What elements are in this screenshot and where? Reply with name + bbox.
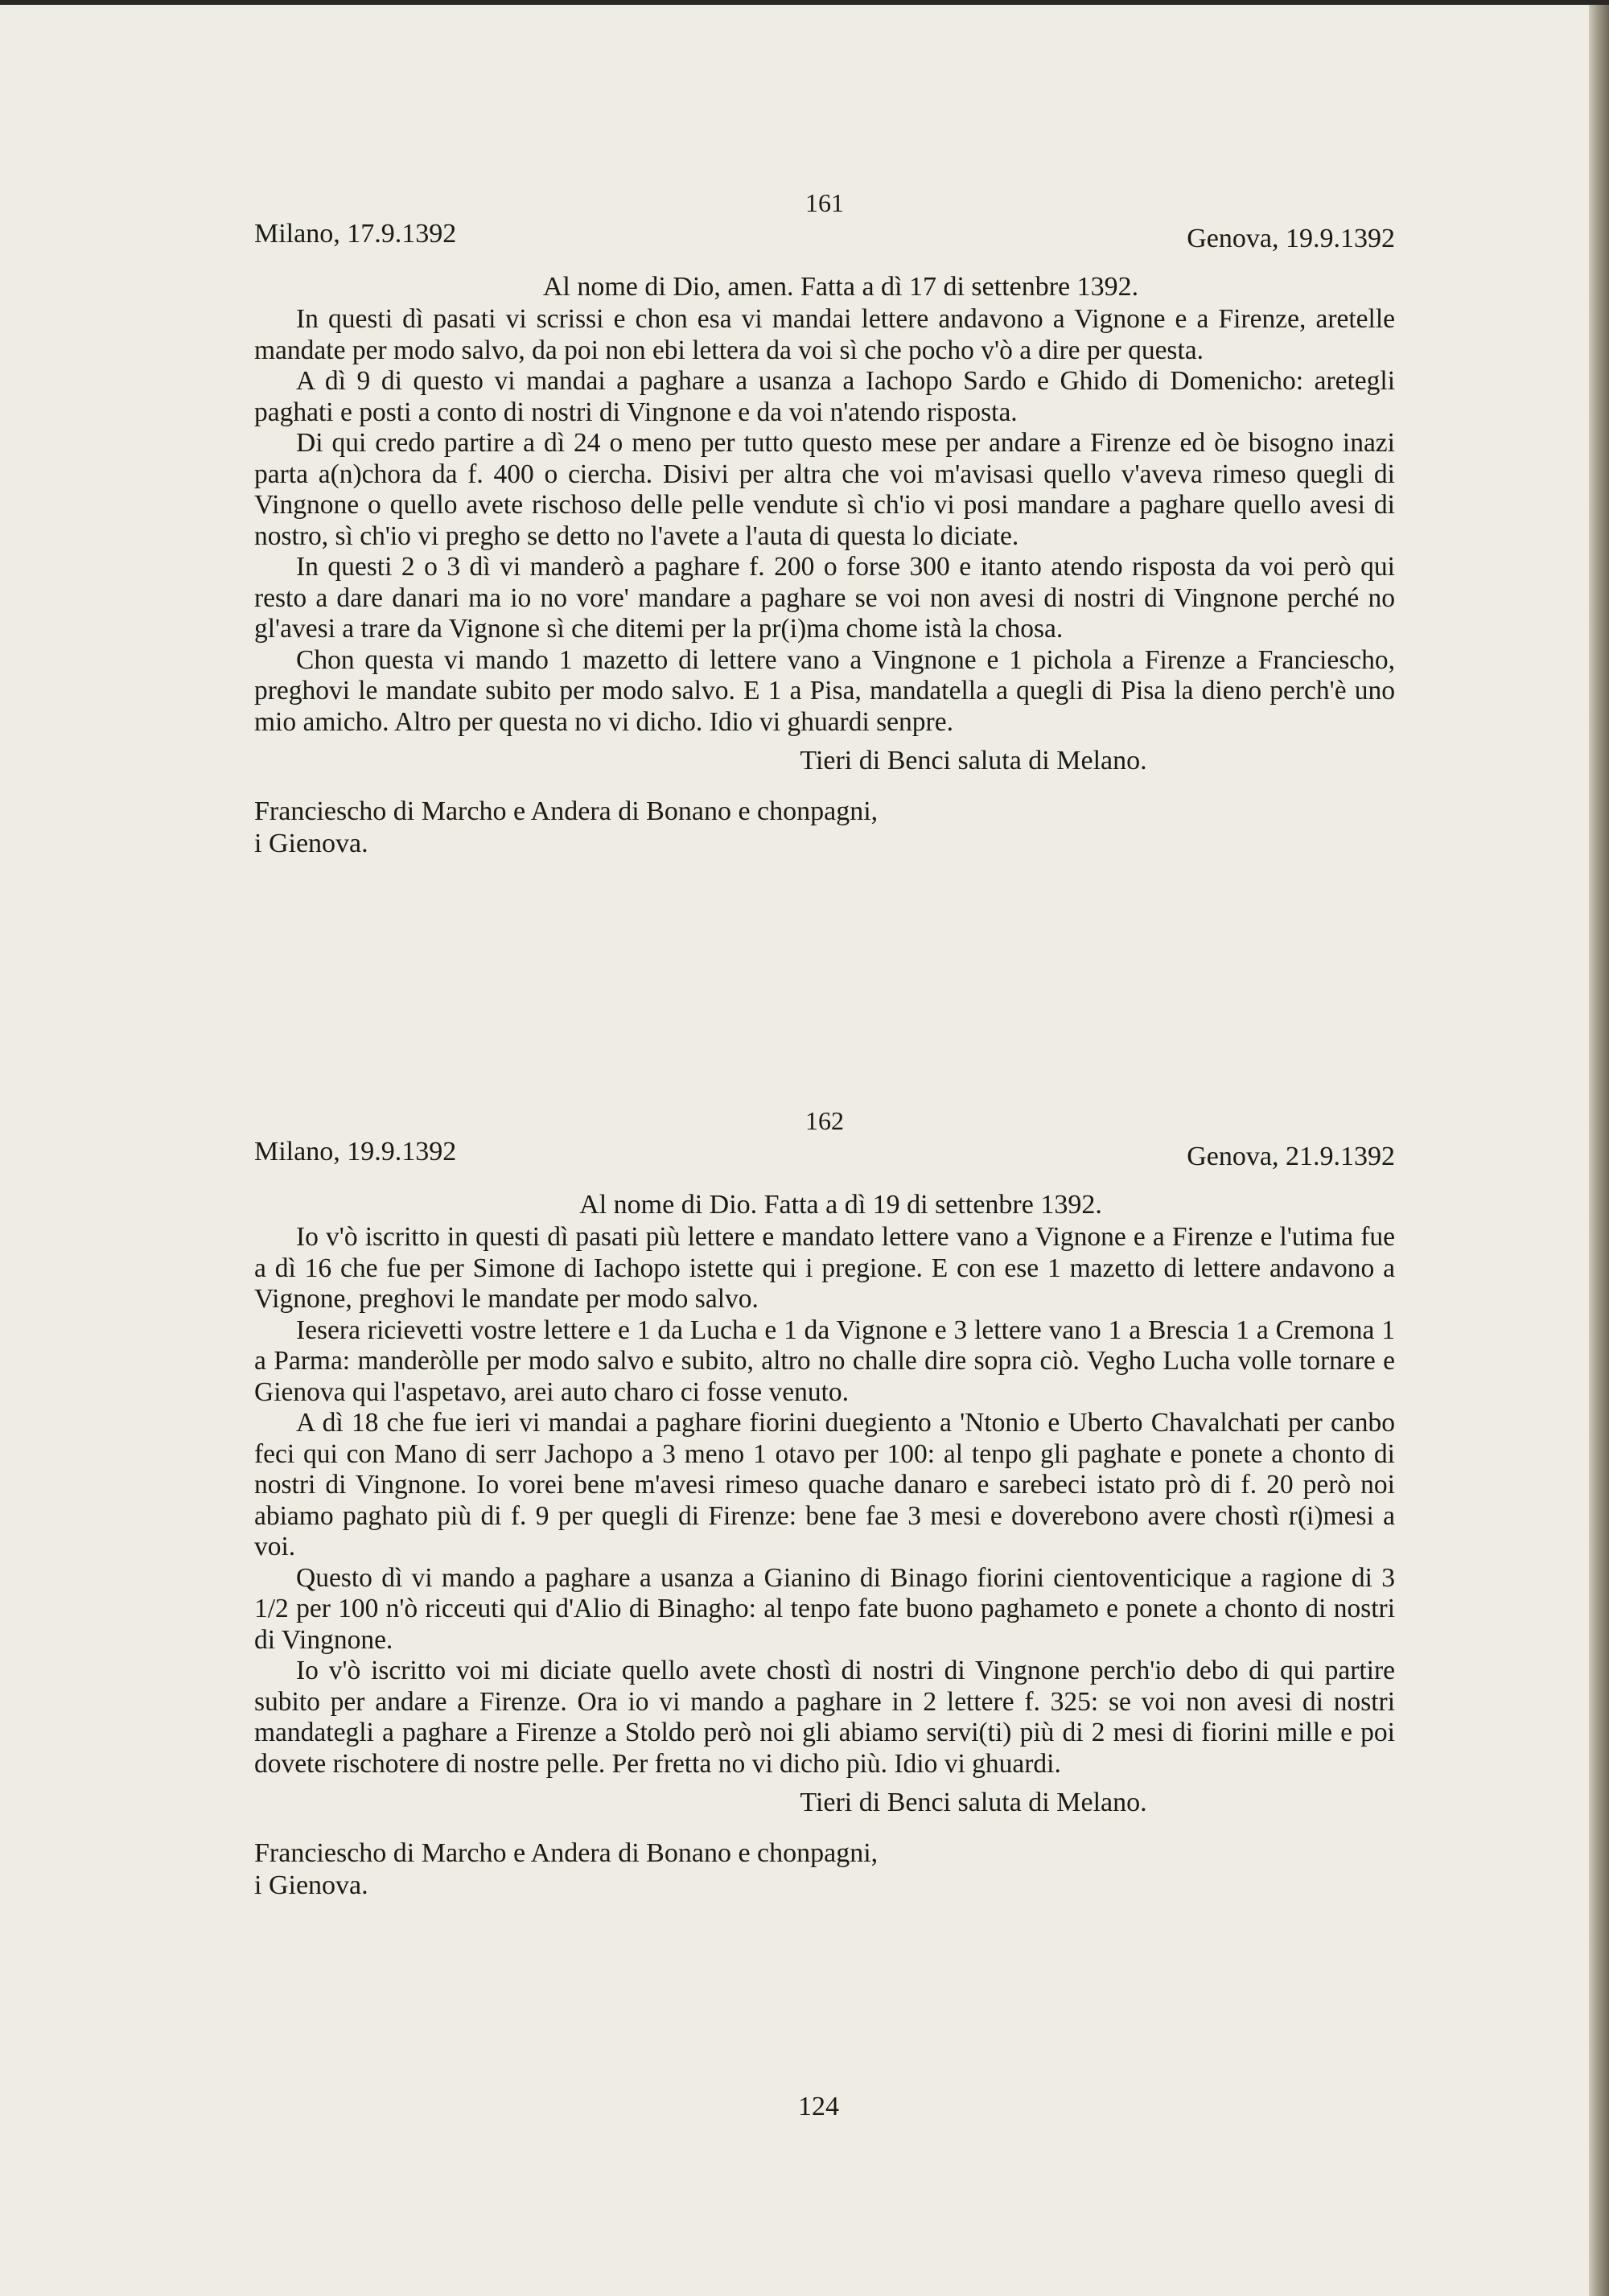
paragraph: Io v'ò iscritto in questi dì pasati più lettere e mandato lettere vano a Vignone e a Firenze e l'utima fue a dì 16 che fue per Simone di Iachopo istette qui i pregione. E con ese 1 mazetto di lettere andavono a Vignone, preghovi le mandate per modo salvo. [254, 1222, 1395, 1314]
address-line: i Gienova. [254, 1870, 368, 1900]
destination-date: Genova, 21.9.1392 [1187, 1142, 1395, 1171]
letter-number: 161 [805, 188, 844, 217]
opening-line: Al nome di Dio. Fatta a dì 19 di settenbre 1392. [579, 1190, 1102, 1220]
paragraph: Di qui credo partire a dì 24 o meno per tutto questo mese per andare a Firenze ed òe bisogno inazi parta a(n)chora da f. 400 o ciercha. Disivi per altra che voi m'avisasi quello v'aveva rimeso quegli di Vingnone o quello avete rischoso delle pelle vendute sì ch'io vi posi mandare a paghare quello avesi di nostro, sì ch'io vi pregho se detto no l'avete a l'auta di questa lo diciate. [254, 428, 1395, 551]
paragraph: Chon questa vi mando 1 mazetto di lettere vano a Vingnone e 1 pichola a Firenze a Franciescho, preghovi le mandate subito per modo salvo. E 1 a Pisa, mandatella a quegli di Pisa la dieno perch'è uno mio amicho. Altro per questa no vi dicho. Idio vi ghuardi senpre. [254, 644, 1395, 737]
paragraph: Questo dì vi mando a paghare a usanza a Gianino di Binago fiorini cientoventicique a ragione di 3 1/2 per 100 n'ò ricceuti qui d'Alio di Binagho: al tenpo fate buono paghameto e ponete a chonto di nostri di Vingnone. [254, 1562, 1395, 1655]
address-line: Franciescho di Marcho e Andera di Bonano e chonpagni, [254, 1838, 879, 1868]
address-line: i Gienova. [254, 829, 368, 858]
address [254, 796, 1395, 860]
signature: Tieri di Benci saluta di Melano. [800, 1788, 1147, 1817]
paragraph: A dì 9 di questo vi mandai a paghare a usanza a Iachopo Sardo e Ghido di Domenicho: aretegli paghati e posti a conto di nostri di Vingnone e da voi n'atendo risposta. [254, 366, 1395, 427]
paragraph: In questi 2 o 3 dì vi manderò a paghare f. 200 o forse 300 e itanto atendo risposta da voi però qui resto a dare danari ma io no vore' mandare a paghare se voi non avesi di nostri di Vingnone perché no gl'avesi a trare da Vignone sì che ditemi per la pr(i)ma chome istà la chosa. [254, 552, 1395, 644]
paragraph: In questi dì pasati vi scrissi e chon esa vi mandai lettere andavono a Vignone e a Firenze, aretelle mandate per modo salvo, da poi non ebi lettera da voi sì che pocho v'ò a dire per questa. [254, 304, 1395, 365]
paragraph: A dì 18 che fue ieri vi mandai a paghare fiorini duegiento a 'Ntonio e Uberto Chavalchati per canbo feci qui con Mano di serr Jachopo a 3 meno 1 otavo per 100: al tenpo gli paghate e ponete a chonto di nostri di Vingnone. Io vorei bene m'avesi rimeso quache danaro e sarebeci istato prò di f. 20 però noi abiamo paghato più di f. 9 per quegli di Firenze: bene fae 3 mesi e doverebono avere chostì r(i)mesi a voi. [254, 1408, 1395, 1562]
book-spine-edge [1589, 0, 1609, 2296]
letter-number: 162 [805, 1106, 844, 1135]
paragraph: Io v'ò iscritto voi mi diciate quello avete chostì di nostri di Vingnone perch'io debo di qui partire subito per andare a Firenze. Ora io vi mando a paghare in 2 lettere f. 325: se voi non avesi di nostri mandategli a paghare a Firenze a Stoldo però noi gli abiamo servi(ti) più di 2 mesi di fiorini mille e poi dovete rischotere di nostre pelle. Per fretta no vi dicho più. Idio vi ghuardi. [254, 1656, 1395, 1779]
opening-line: Al nome di Dio, amen. Fatta a dì 17 di settenbre 1392. [542, 272, 1139, 302]
paragraph: Iesera ricievetti vostre lettere e 1 da Lucha e 1 da Vignone e 3 lettere vano 1 a Brescia 1 a Cremona 1 a Parma: manderòlle per modo salvo e subito, altro no challe dire sopra ciò. Vegho Lucha volle tornare e Gienova qui l'aspetavo, arei auto charo ci fosse venuto. [254, 1315, 1395, 1407]
origin-date: Milano, 17.9.1392 [254, 219, 457, 249]
origin-date: Milano, 19.9.1392 [254, 1137, 457, 1167]
top-edge [0, 0, 1609, 5]
letter-header [254, 219, 1395, 256]
signature: Tieri di Benci saluta di Melano. [800, 746, 1147, 776]
address [254, 1837, 1395, 1902]
letter-header [254, 1137, 1395, 1174]
destination-date: Genova, 19.9.1392 [1187, 224, 1395, 253]
letter-161 [254, 187, 1395, 860]
address-line: Franciescho di Marcho e Andera di Bonano e chonpagni, [254, 796, 879, 826]
letter-162 [254, 1105, 1395, 1902]
page-number: 124 [798, 2092, 839, 2121]
